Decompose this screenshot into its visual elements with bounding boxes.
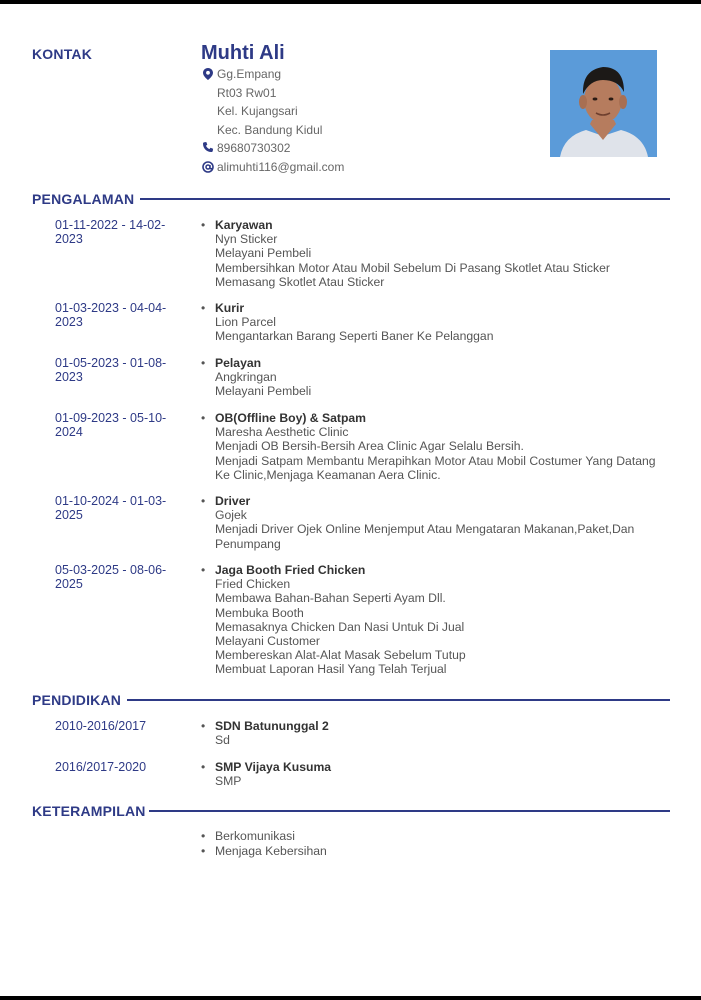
skill-label: Menjaga Kebersihan [215, 844, 327, 858]
school-level: SMP [215, 774, 242, 789]
experience-line: Menjadi Driver Ojek Online Menjemput Atau Mengataran Makanan,Paket,Dan [215, 522, 635, 537]
email-address[interactable]: alimuhti116@gmail.com [217, 160, 345, 174]
experience-date: 01-10-2024 - 01-03- 2025 [55, 494, 167, 523]
education-entry: • SMP Vijaya Kusuma SMP [201, 760, 681, 788]
phone-icon [200, 139, 216, 154]
at-sign-icon [200, 158, 216, 173]
address-line: Rt03 Rw01 [217, 85, 277, 100]
experience-date: 01-05-2023 - 01-08- 2023 [55, 356, 167, 385]
experience-line: Melayani Pembeli [215, 246, 312, 261]
keterampilan-heading: KETERAMPILAN [32, 803, 146, 819]
experience-entry: • Jaga Booth Fried Chicken Fried Chicken Membawa Bahan-Bahan Seperti Ayam Dll. Membuka Booth Memasaknya Chicken Dan Nasi Untuk Di Jual Melayani Customer Membereskan Alat-Alat Masak Sebelum Tutup Membuat Laporan Hasil Yang Telah Terjual [201, 563, 681, 677]
education-date: 2016/2017-2020 [55, 760, 147, 774]
experience-entry: • OB(Offline Boy) & Satpam Maresha Aesthetic Clinic Menjadi OB Bersih-Bersih Area Clinic Agar Selalu Bersih. Menjadi Satpam Membantu Merapihkan Motor Atau Mobil Costumer Yang Datang Ke Clinic,Menjaga Keamanan Aera Clinic. [201, 411, 681, 482]
pendidikan-divider [127, 699, 670, 701]
top-border [0, 0, 701, 4]
experience-line: Nyn Sticker [215, 232, 278, 247]
keterampilan-divider [149, 810, 670, 812]
person-name: Muhti Ali [201, 42, 285, 64]
experience-line: Membereskan Alat-Alat Masak Sebelum Tutup [215, 648, 466, 663]
experience-role: Driver [215, 494, 251, 508]
experience-line: Membuat Laporan Hasil Yang Telah Terjual [215, 662, 447, 677]
profile-photo [550, 50, 657, 157]
experience-line: Fried Chicken [215, 577, 291, 592]
map-pin-icon [200, 65, 216, 80]
bottom-border [0, 996, 701, 1000]
experience-date: 01-11-2022 - 14-02- 2023 [55, 218, 166, 247]
school-name: SDN Batununggal 2 [215, 719, 329, 733]
experience-line: Angkringan [215, 370, 277, 385]
pengalaman-divider [140, 198, 670, 200]
contact-address [200, 65, 322, 139]
school-level: Sd [215, 733, 230, 748]
school-name: SMP Vijaya Kusuma [215, 760, 332, 774]
experience-line: Penumpang [215, 536, 281, 551]
experience-line: Ke Clinic,Menjaga Keamanan Aera Clinic. [215, 467, 441, 482]
experience-role: OB(Offline Boy) & Satpam [215, 411, 366, 425]
skill-item: • Menjaga Kebersihan [201, 844, 327, 858]
skill-label: Berkomunikasi [215, 829, 295, 843]
experience-role: Kurir [215, 301, 245, 315]
experience-line: Memasaknya Chicken Dan Nasi Untuk Di Jual [215, 619, 465, 634]
experience-date: 01-03-2023 - 04-04- 2023 [55, 301, 167, 330]
experience-entry: • Driver Gojek Menjadi Driver Ojek Online Menjemput Atau Mengataran Makanan,Paket,Dan Penumpang [201, 494, 681, 551]
pendidikan-heading: PENDIDIKAN [32, 692, 122, 708]
address-line: Gg.Empang [217, 67, 282, 81]
experience-role: Jaga Booth Fried Chicken [215, 563, 366, 577]
experience-line: Lion Parcel [215, 315, 276, 330]
experience-line: Menjadi OB Bersih-Bersih Area Clinic Agar Selalu Bersih. [215, 439, 524, 454]
experience-line: Menjadi Satpam Membantu Merapihkan Motor Atau Mobil Costumer Yang Datang [215, 453, 656, 468]
experience-date: 01-09-2023 - 05-10- 2024 [55, 411, 167, 440]
experience-role: Pelayan [215, 356, 262, 370]
experience-line: Membawa Bahan-Bahan Seperti Ayam Dll. [215, 591, 446, 606]
pengalaman-heading: PENGALAMAN [32, 191, 135, 207]
experience-line: Gojek [215, 508, 247, 523]
experience-entry: • Karyawan Nyn Sticker Melayani Pembeli Membersihkan Motor Atau Mobil Sebelum Di Pasang Skotlet Atau Sticker Memasang Skotlet Atau Sticker [201, 218, 681, 289]
experience-line: Memasang Skotlet Atau Sticker [215, 274, 385, 289]
experience-line: Melayani Pembeli [215, 384, 312, 399]
phone-number: 89680730302 [217, 141, 291, 155]
education-entry: • SDN Batununggal 2 Sd [201, 719, 681, 747]
address-line: Kec. Bandung Kidul [217, 122, 323, 137]
address-line: Kel. Kujangsari [217, 104, 298, 118]
education-date: 2010-2016/2017 [55, 719, 147, 733]
kontak-heading: KONTAK [32, 46, 93, 62]
experience-line: Mengantarkan Barang Seperti Baner Ke Pelanggan [215, 329, 494, 344]
experience-entry: • Kurir Lion Parcel Mengantarkan Barang Seperti Baner Ke Pelanggan [201, 301, 681, 344]
experience-line: Membuka Booth [215, 605, 304, 620]
experience-entry: • Pelayan Angkringan Melayani Pembeli [201, 356, 681, 399]
contact-phone [200, 139, 290, 158]
experience-line: Melayani Customer [215, 634, 320, 649]
experience-date: 05-03-2025 - 08-06- 2025 [55, 563, 167, 592]
experience-role: Karyawan [215, 218, 273, 232]
experience-line: Membersihkan Motor Atau Mobil Sebelum Di Pasang Skotlet Atau Sticker [215, 260, 610, 275]
skill-item: • Berkomunikasi [201, 829, 295, 843]
experience-line: Maresha Aesthetic Clinic [215, 425, 349, 440]
contact-email [200, 158, 344, 177]
